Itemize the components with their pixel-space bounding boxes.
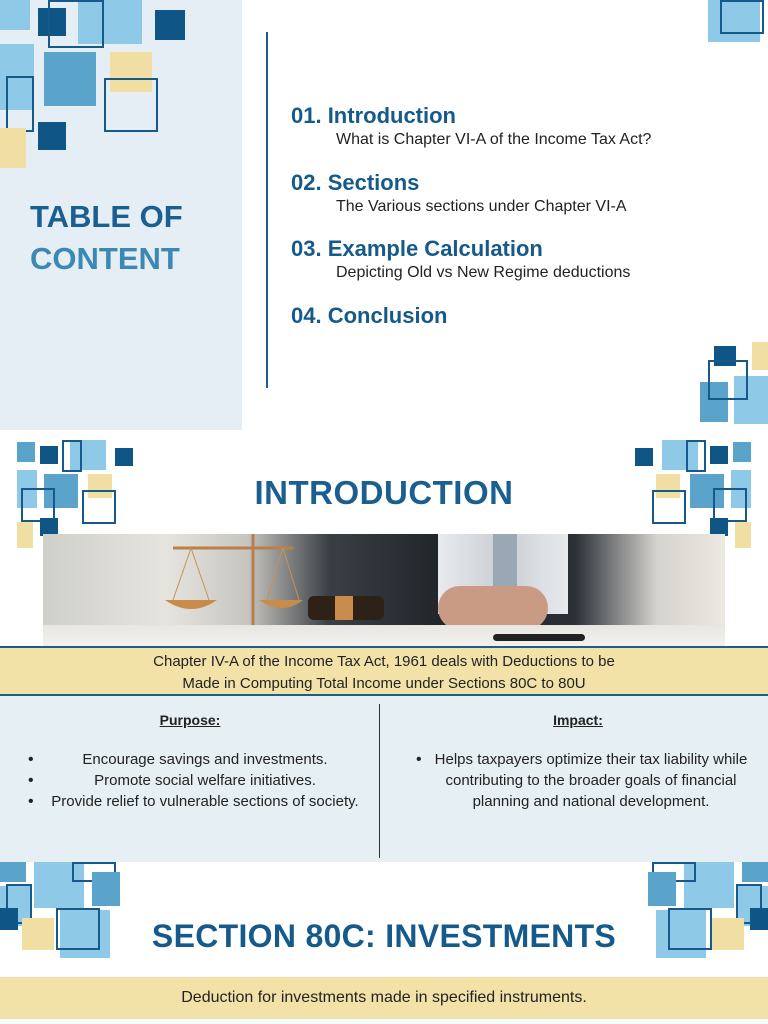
decor-square bbox=[0, 128, 26, 168]
toc-item-desc: Depicting Old vs New Regime deductions bbox=[336, 264, 631, 281]
toc-item-conclusion[interactable] bbox=[291, 303, 447, 329]
toc-divider bbox=[266, 32, 268, 388]
toc-item-title: 01. Introduction bbox=[291, 103, 456, 128]
decor-square bbox=[40, 446, 58, 464]
purpose-column bbox=[10, 710, 370, 812]
toc-title bbox=[30, 196, 183, 280]
decor-square bbox=[635, 448, 653, 466]
decor-square bbox=[104, 78, 158, 132]
toc-item-introduction[interactable] bbox=[291, 103, 651, 151]
decor-square bbox=[733, 442, 751, 462]
gavel-band bbox=[335, 596, 353, 620]
introduction-banner-line2: Made in Computing Total Income under Sections 80C to 80U bbox=[182, 675, 586, 692]
impact-list bbox=[398, 749, 758, 812]
purpose-list bbox=[10, 749, 370, 812]
toc-item-desc: The Various sections under Chapter VI-A bbox=[336, 198, 627, 215]
decor-square bbox=[115, 448, 133, 466]
decor-square bbox=[742, 862, 768, 882]
decor-square bbox=[720, 0, 764, 34]
impact-column bbox=[398, 710, 758, 812]
section-80c-banner: Deduction for investments made in specified instruments. bbox=[0, 977, 768, 1019]
list-item: • Provide relief to vulnerable sections of society. bbox=[10, 791, 370, 812]
pen-icon bbox=[493, 634, 585, 641]
list-item: • Helps taxpayers optimize their tax liability while contributing to the broader goals of financial planning and national development. bbox=[398, 749, 758, 812]
list-item: • Promote social welfare initiatives. bbox=[10, 770, 370, 791]
section-80c-title: SECTION 80C: INVESTMENTS bbox=[151, 918, 617, 954]
justice-scale-icon bbox=[123, 534, 303, 639]
purpose-heading: Purpose: bbox=[159, 712, 221, 728]
photo-hands bbox=[438, 586, 548, 630]
decor-square bbox=[62, 440, 82, 472]
toc-item-example-calculation[interactable] bbox=[291, 236, 630, 284]
businessman-gavel-scale-photo bbox=[43, 534, 725, 647]
decor-square bbox=[44, 52, 96, 106]
introduction-banner-line1: Chapter IV-A of the Income Tax Act, 1961 deals with Deductions to be bbox=[153, 653, 615, 670]
toc-title-line2: CONTENT bbox=[30, 241, 180, 276]
toc-item-sections[interactable] bbox=[291, 170, 627, 218]
decor-square bbox=[0, 0, 30, 30]
decor-square bbox=[48, 0, 104, 48]
decor-square bbox=[752, 342, 768, 370]
purpose-impact-panel bbox=[0, 696, 768, 862]
decor-square bbox=[686, 440, 706, 472]
toc-item-title: 03. Example Calculation bbox=[291, 236, 543, 261]
column-divider bbox=[379, 704, 380, 858]
decor-square bbox=[710, 446, 728, 464]
toc-item-desc: What is Chapter VI-A of the Income Tax Act? bbox=[336, 131, 652, 148]
photo-desk bbox=[43, 625, 725, 647]
decor-square bbox=[38, 122, 66, 150]
decor-square bbox=[0, 862, 26, 882]
introduction-title: INTRODUCTION bbox=[254, 474, 514, 511]
impact-heading: Impact: bbox=[553, 712, 603, 728]
decor-square bbox=[648, 872, 676, 906]
list-item: • Encourage savings and investments. bbox=[10, 749, 370, 770]
toc-title-line1: TABLE OF bbox=[30, 199, 183, 234]
decor-square bbox=[735, 522, 751, 548]
decor-square bbox=[17, 522, 33, 548]
decor-square bbox=[92, 872, 120, 906]
toc-item-title: 04. Conclusion bbox=[291, 303, 448, 328]
decor-square bbox=[708, 360, 748, 400]
introduction-banner bbox=[0, 646, 768, 696]
decor-square bbox=[155, 10, 185, 40]
decor-square bbox=[17, 442, 35, 462]
decor-square bbox=[6, 76, 34, 132]
toc-item-title: 02. Sections bbox=[291, 170, 420, 195]
